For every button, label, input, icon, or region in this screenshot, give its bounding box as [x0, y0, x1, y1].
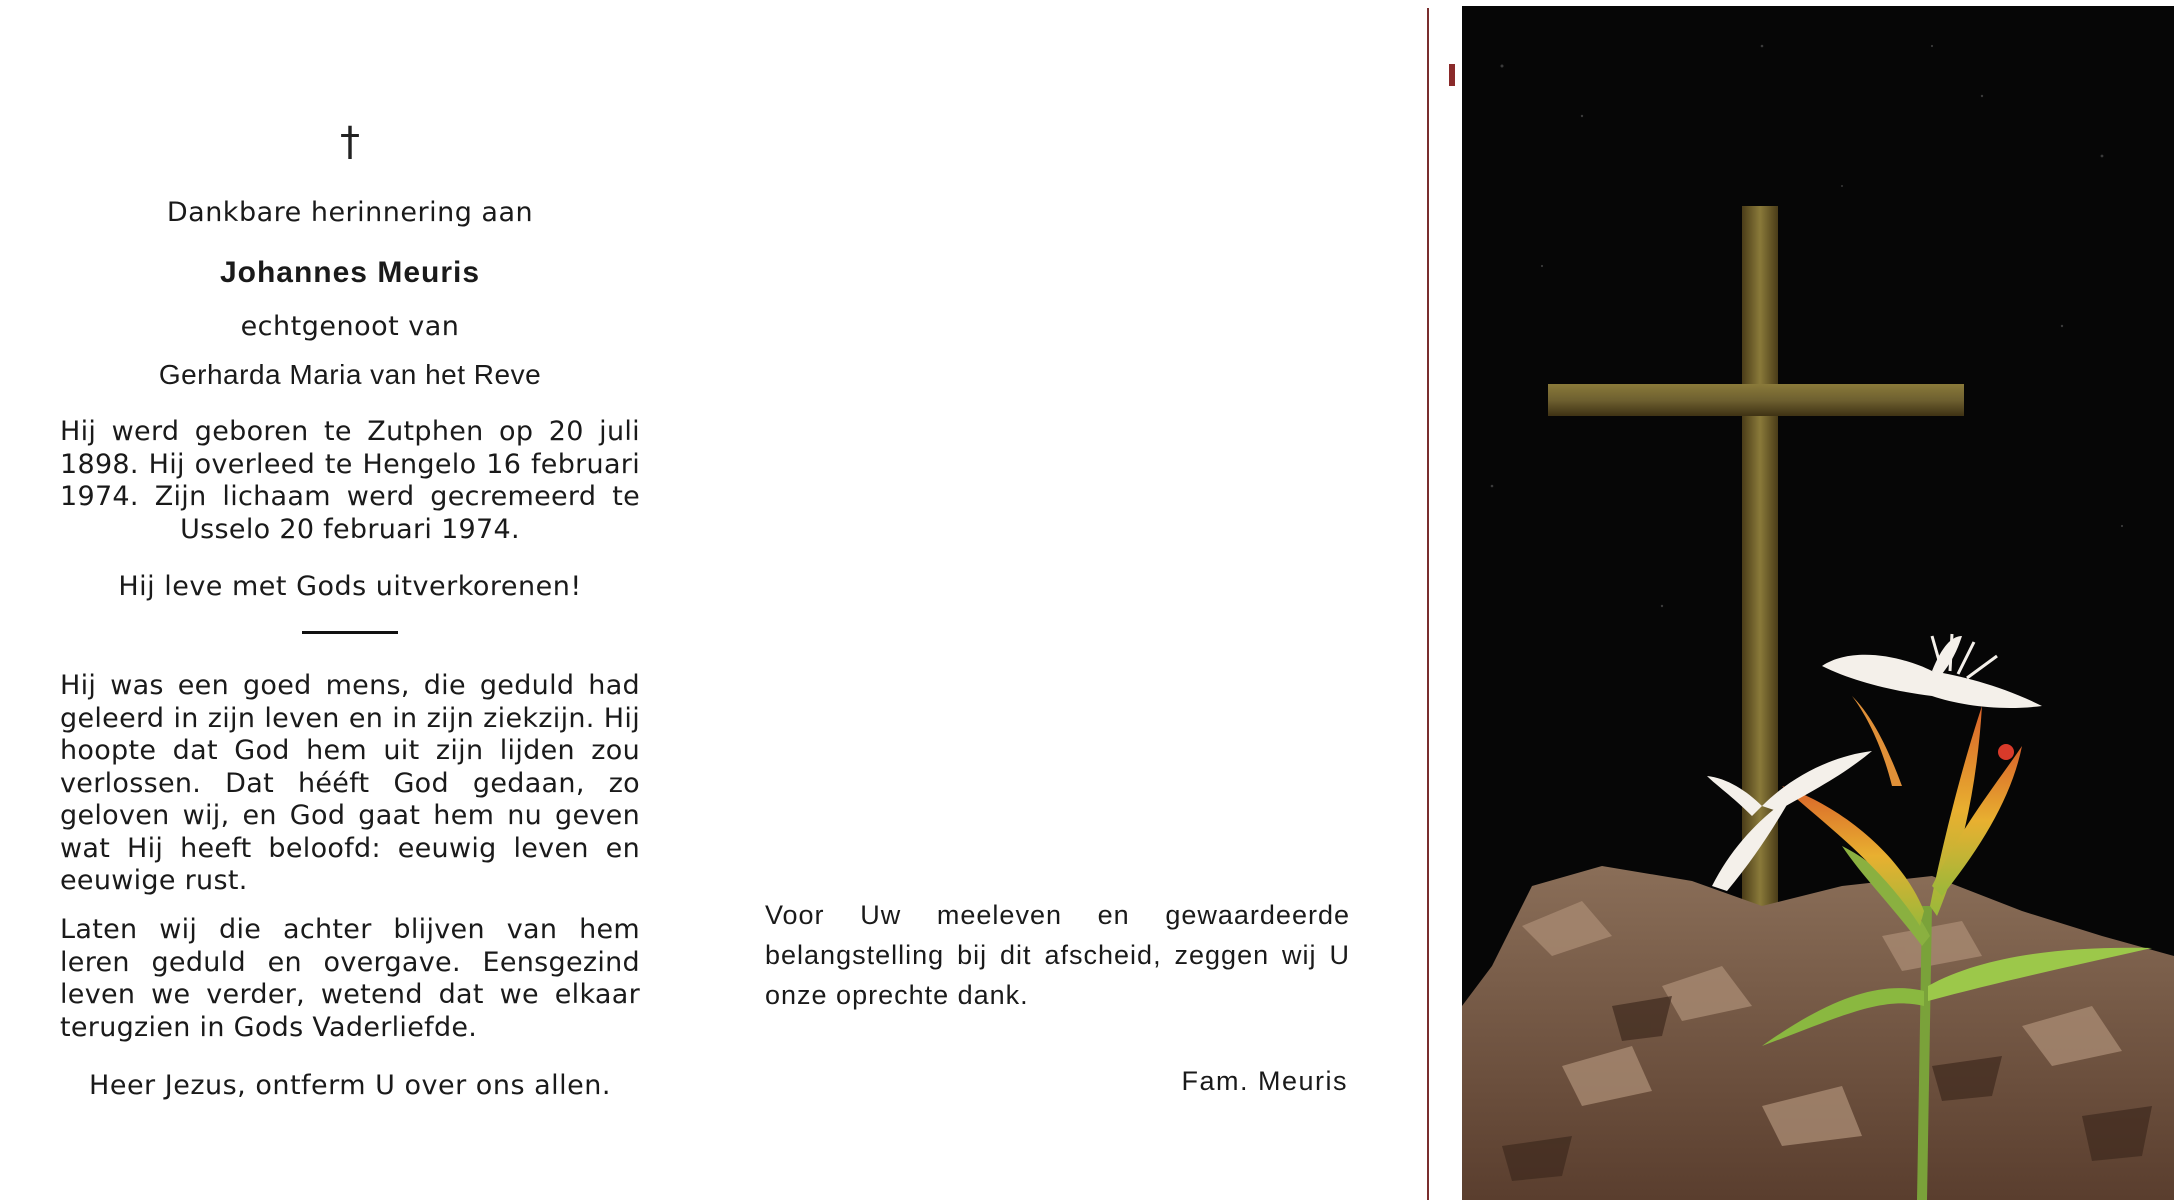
- fold-line: [1427, 8, 1429, 1200]
- cross-beam: [1548, 384, 1964, 416]
- thanks-text: Voor Uw meeleven en gewaardeerde belangstelling bij dit afscheid, zeggen wij U onze oprechte dank.: [765, 900, 1350, 1010]
- family-signature: Fam. Meuris: [1181, 1066, 1348, 1096]
- red-bud: [1998, 744, 2014, 760]
- cross-symbol: †: [340, 119, 360, 165]
- intro-text: Dankbare herinnering aan: [166, 197, 534, 228]
- divider-line: [302, 631, 398, 634]
- spouse-intro: echtgenoot van: [240, 311, 460, 342]
- spouse-name: Gerharda Maria van het Reve: [158, 359, 542, 390]
- left-panel: [0, 0, 700, 1200]
- paragraph-legacy: Laten wij die achter blijven van hem leren geduld en overgave. Eensgezind leven we verder, wetend dat we elkaar terugzien in Gods Vaderliefde.: [60, 914, 640, 1043]
- paragraph-patience: Hij was een goed mens, die geduld had geleerd in zijn leven en in zijn ziekzijn. Hij hoopte dat God hem uit zijn lijden zou verlossen. Dat hééft God gedaan, zo geloven wij, en God gaat hem nu geven wat Hij heeft beloofd: eeuwig leven en eeuwige rust.: [60, 670, 640, 896]
- prayer-text: Heer Jezus, ontferm U over ons allen.: [89, 1070, 611, 1101]
- middle-panel: [700, 0, 1420, 1200]
- photo-illustration: [1462, 6, 2174, 1200]
- deceased-name: Johannes Meuris: [219, 256, 481, 289]
- blessing-text: Hij leve met Gods uitverkorenen!: [118, 571, 582, 602]
- biography-text: Hij werd geboren te Zutphen op 20 juli 1898. Hij overleed te Hengelo 16 februari 1974. Zijn lichaam werd gecremeerd te Usselo 20 februari 1974.: [60, 416, 640, 545]
- fold-mark: [1449, 64, 1455, 86]
- cross-flower-photo: [1462, 6, 2174, 1200]
